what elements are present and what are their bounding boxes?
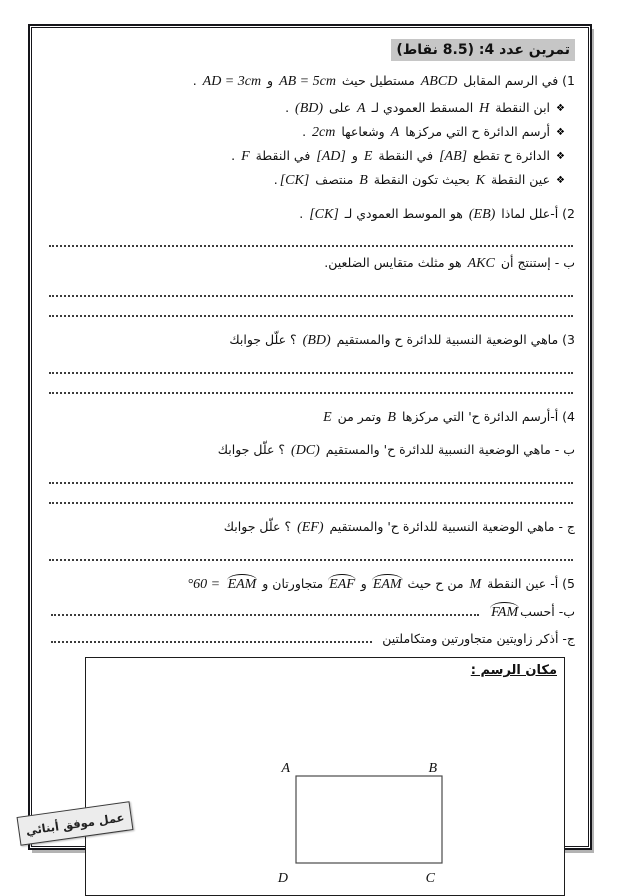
exercise-content [35, 31, 585, 886]
question-5c: ج- أذكر زاويتين متجاورتين ومتكاملتين [47, 629, 575, 648]
answer-line[interactable] [49, 357, 573, 374]
bullet-item-4: ❖عين النقطة K بحيث تكون النقطة B منتصف [CK]. [273, 172, 565, 188]
answer-line[interactable] [49, 377, 573, 394]
question-2a: 2) أ-علل لماذا (EB) هو الموسط العمودي لـ [CK] . [299, 206, 575, 222]
question-1: 1) في الرسم المقابل ABCD مستطيل حيث AB = 5cm و AD = 3cm . [192, 73, 575, 89]
answer-line[interactable] [51, 629, 372, 643]
answer-line[interactable] [51, 602, 479, 616]
corner-label-a: A [281, 761, 290, 776]
answer-line[interactable] [49, 300, 573, 317]
diamond-bullet-icon: ❖ [556, 127, 565, 138]
answer-line[interactable] [49, 230, 573, 247]
rectangle-abcd-figure [277, 758, 462, 894]
corner-label-d: D [277, 871, 288, 886]
diamond-bullet-icon: ❖ [556, 151, 565, 162]
diamond-bullet-icon: ❖ [556, 103, 565, 114]
question-5b: ب- أحسب FAM [47, 602, 575, 621]
answer-line[interactable] [49, 544, 573, 561]
bullet-item-1: ❖ابن النقطة H المسقط العمودي لـ A على (BD) . [285, 100, 565, 116]
question-4b: ب - ماهي الوضعية النسبية للدائرة ح' والمستقيم (DC) ؟ علّل جوابك [217, 442, 575, 458]
answer-line[interactable] [49, 487, 573, 504]
math-abcd: ABCD [420, 74, 458, 89]
answer-line[interactable] [49, 280, 573, 297]
stamp-text: عمل موفق أبنائي [24, 809, 126, 838]
bullet-item-3: ❖الدائرة ح تقطع [AB] في النقطة E و [AD] في النقطة F . [231, 148, 565, 164]
drawing-area[interactable] [85, 657, 565, 896]
drawing-area-label: مكان الرسم : [470, 663, 557, 678]
question-4c: ج - ماهي الوضعية النسبية للدائرة ح' والمستقيم (EF) ؟ علّل جوابك [223, 519, 575, 535]
math-ad-3cm: AD = 3cm [202, 74, 262, 89]
question-4a: 4) أ-أرسم الدائرة ح' التي مركزها B وتمر من E [323, 409, 575, 425]
question-5a: 5) أ- عين النقطة M من ح حيث EAM و EAF متجاورتان و EAM = 60° [187, 576, 575, 592]
angle-eaf: EAF [329, 577, 355, 592]
angle-eam-value: EAM [227, 577, 257, 592]
page-border-inner [31, 27, 589, 886]
angle-eam: EAM [372, 577, 402, 592]
bullet-item-2: ❖أرسم الدائرة ح التي مركزها A وشعاعها 2cm . [302, 124, 565, 140]
math-ab-5cm: AB = 5cm [279, 74, 336, 89]
answer-line[interactable] [49, 467, 573, 484]
rectangle-shape [296, 776, 442, 863]
question-3: 3) ماهي الوضعية النسبية للدائرة ح والمستقيم (BD) ؟ علّل جوابك [229, 332, 575, 348]
exercise-title: تمرين عدد 4: (8.5 نقاط) [391, 39, 575, 61]
corner-label-c: C [425, 871, 435, 886]
corner-label-b: B [428, 761, 437, 776]
diamond-bullet-icon: ❖ [556, 175, 565, 186]
construction-steps [47, 97, 575, 191]
page-border [28, 24, 592, 886]
question-1-text: 1) في الرسم المقابل [459, 73, 575, 88]
question-2b: ب - إستنتج أن AKC هو مثلث متقايس الضلعين. [324, 255, 575, 271]
angle-fam: FAM [491, 605, 519, 620]
